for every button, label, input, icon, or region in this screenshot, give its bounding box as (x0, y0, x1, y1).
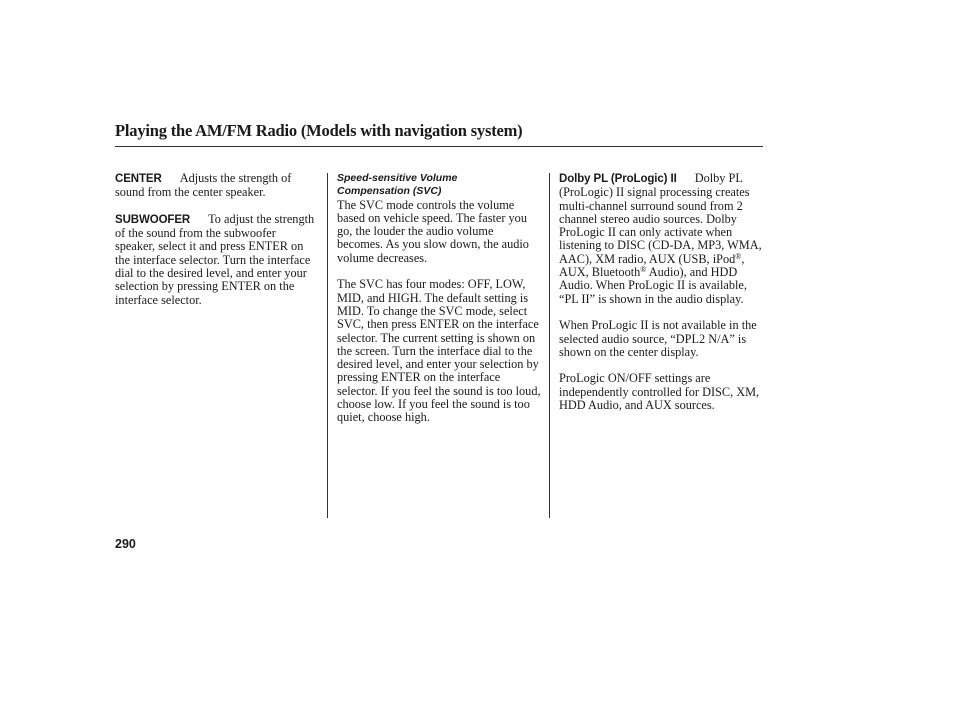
dolby-text-c: Audio), and HDD Audio. When ProLogic II is available, “PL II” is shown in the audio display. (559, 265, 747, 306)
svc-paragraph-1: The SVC mode controls the volume based on vehicle speed. The faster you go, the louder the audio volume becomes. As you slow down, the audio volume decreases. (337, 197, 529, 265)
subwoofer-term: SUBWOOFER (115, 213, 191, 226)
dolby-text-a: Dolby PL (ProLogic) II signal processing creates multi-channel surround sound from 2 channel stereo audio sources. Dolby ProLogic II can only activate when listening to DISC (CD-DA, MP3, WMA, AAC), XM radio, AUX (USB, iPod (559, 171, 762, 266)
prologic-unavailable-paragraph: When ProLogic II is not available in the selected audio source, “DPL2 N/A” is shown on the center display. (559, 318, 757, 359)
column-divider-1 (327, 173, 328, 518)
registered-mark-bluetooth: ® (640, 265, 647, 275)
svc-subheading-line1: Speed-sensitive Volume (337, 172, 458, 184)
dolby-text-b: , AUX, Bluetooth (559, 251, 745, 280)
column-divider-2 (549, 173, 550, 518)
svc-subheading-line2: Compensation (SVC) (337, 185, 442, 198)
prologic-settings-paragraph: ProLogic ON/OFF settings are independently controlled for DISC, XM, HDD Audio, and AUX sources. (559, 371, 760, 413)
svc-paragraph-2: The SVC has four modes: OFF, LOW, MID, and HIGH. The default setting is MID. To change the SVC mode, select SVC, then press ENTER on the interface selector. The current setting is shown on the screen. Turn the interface dial to the desired level, and enter your selection by pressing ENTER on the interface selector. If you feel the sound is too loud, choose low. If you feel the sound is too quiet, choose high. (337, 277, 541, 425)
page-number: 290 (115, 537, 136, 551)
subwoofer-paragraph (115, 213, 319, 307)
subwoofer-text: To adjust the strength of the sound from the subwoofer speaker, select it and press ENTER on the interface selector. Turn the interface dial to the desired level, and enter your selection by pressing ENTER on the interface selector. (115, 211, 315, 307)
dolby-paragraph (559, 172, 763, 306)
center-term: CENTER (115, 173, 162, 185)
column-middle (337, 172, 541, 438)
registered-mark-ipod: ® (735, 251, 742, 261)
title-rule (115, 146, 763, 147)
center-text: Adjusts the strength of sound from the center speaker. (115, 171, 292, 200)
page-title: Playing the AM/FM Radio (Models with navigation system) (115, 121, 523, 140)
column-right (559, 172, 763, 426)
center-paragraph (115, 172, 319, 200)
column-left (115, 172, 319, 320)
dolby-term: Dolby PL (ProLogic) II (559, 173, 677, 185)
